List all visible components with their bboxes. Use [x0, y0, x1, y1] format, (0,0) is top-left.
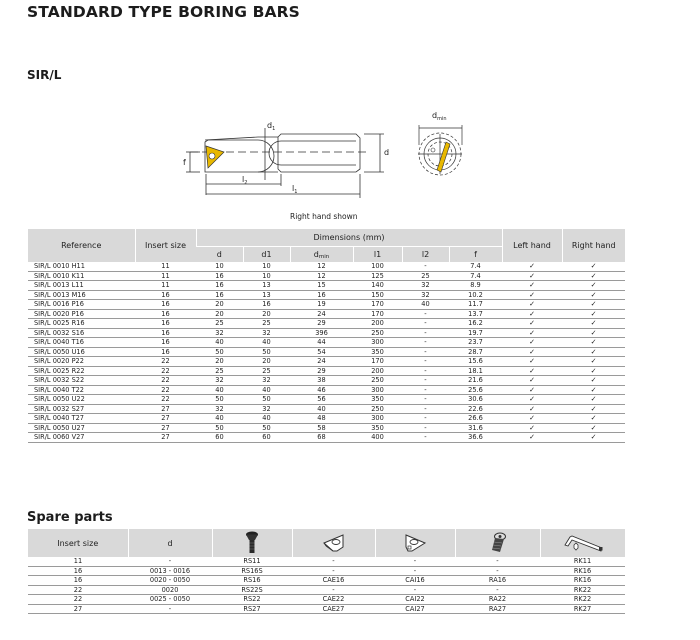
cell-d: 40 [196, 414, 243, 424]
cell-right-hand: ✓ [562, 262, 625, 271]
cell-d: 50 [196, 347, 243, 357]
label-d1: $d_1$ [267, 121, 276, 132]
cell-insert-size: 11 [135, 281, 196, 291]
cell-reference: SIR/L 0040 T27 [28, 414, 135, 424]
cell-d: 40 [196, 385, 243, 395]
cell-l1: 350 [353, 423, 402, 433]
label-l2: $l_2$ [242, 175, 248, 186]
table-row [28, 557, 625, 566]
cell-l1: 170 [353, 357, 402, 367]
table-row [28, 595, 625, 605]
cell-right-hand: ✓ [562, 385, 625, 395]
cell-f: 36.6 [449, 433, 502, 443]
cell-f: 8.9 [449, 281, 502, 291]
cell-reference: SIR/L 0040 T22 [28, 385, 135, 395]
label-f: f [183, 158, 186, 167]
cell-shim-external: - [292, 566, 375, 576]
cell-right-hand: ✓ [562, 395, 625, 405]
cell-d: 20 [196, 309, 243, 319]
cell-shim-internal: - [375, 585, 455, 595]
boring-bars-table [28, 229, 625, 443]
cell-insert-size: 16 [28, 576, 128, 586]
cell-insert-size: 22 [135, 376, 196, 386]
cell-dmin: 396 [290, 328, 353, 338]
spare-parts-table [28, 529, 625, 614]
cell-dmin: 16 [290, 290, 353, 300]
cell-l2: - [402, 309, 449, 319]
cell-l1: 250 [353, 328, 402, 338]
cell-d1: 32 [243, 328, 290, 338]
cell-f: 25.6 [449, 385, 502, 395]
cell-shim-screw: RA27 [455, 604, 540, 614]
cell-key: RK27 [540, 604, 625, 614]
cell-insert-size: 22 [28, 595, 128, 605]
cell-key: RK16 [540, 566, 625, 576]
cell-l1: 140 [353, 281, 402, 291]
header-d: d [196, 247, 243, 263]
cell-l2: - [402, 414, 449, 424]
cell-shim-external: - [292, 585, 375, 595]
cell-dmin: 48 [290, 414, 353, 424]
cell-f: 21.6 [449, 376, 502, 386]
cell-d-range: 0020 - 0050 [128, 576, 212, 586]
cell-f: 7.4 [449, 271, 502, 281]
cell-d: 32 [196, 404, 243, 414]
cell-dmin: 29 [290, 319, 353, 329]
cell-right-hand: ✓ [562, 271, 625, 281]
cell-d: 16 [196, 281, 243, 291]
table-row [28, 423, 625, 433]
cell-insert-size: 16 [135, 328, 196, 338]
shim-internal-icon [402, 533, 428, 553]
cell-left-hand: ✓ [502, 385, 562, 395]
cell-left-hand: ✓ [502, 366, 562, 376]
header-l2: l2 [402, 247, 449, 263]
cell-d: 40 [196, 338, 243, 348]
cell-shim-external: CAE27 [292, 604, 375, 614]
header-dimensions: Dimensions (mm) [196, 229, 502, 247]
cell-l1: 350 [353, 347, 402, 357]
cell-right-hand: ✓ [562, 414, 625, 424]
cell-reference: SIR/L 0020 P22 [28, 357, 135, 367]
cell-l1: 300 [353, 385, 402, 395]
cell-l1: 250 [353, 404, 402, 414]
cell-f: 31.6 [449, 423, 502, 433]
cell-shim-internal: CAI16 [375, 576, 455, 586]
table-row [28, 262, 625, 271]
cell-shim-screw: RA16 [455, 576, 540, 586]
cell-l2: - [402, 338, 449, 348]
cell-shim-internal: - [375, 566, 455, 576]
cell-d1: 50 [243, 395, 290, 405]
cell-d-range: - [128, 604, 212, 614]
page-title: STANDARD TYPE BORING BARS [27, 3, 300, 21]
cell-l1: 100 [353, 262, 402, 271]
cell-d1: 10 [243, 271, 290, 281]
cell-f: 15.6 [449, 357, 502, 367]
cell-f: 16.2 [449, 319, 502, 329]
table-row [28, 376, 625, 386]
cell-d1: 20 [243, 309, 290, 319]
cell-l2: - [402, 319, 449, 329]
cell-reference: SIR/L 0032 S16 [28, 328, 135, 338]
cell-left-hand: ✓ [502, 262, 562, 271]
cell-shim-external: CAE16 [292, 576, 375, 586]
table-row [28, 357, 625, 367]
cell-insert-size: 16 [28, 566, 128, 576]
cell-dmin: 12 [290, 262, 353, 271]
cell-d1: 40 [243, 385, 290, 395]
cell-right-hand: ✓ [562, 423, 625, 433]
header-dmin: $d_{min}$ [290, 247, 353, 263]
cell-f: 22.6 [449, 404, 502, 414]
cell-d1: 10 [243, 262, 290, 271]
header-shim-screw [455, 529, 540, 557]
cell-d1: 32 [243, 376, 290, 386]
cell-l2: - [402, 376, 449, 386]
cell-f: 13.7 [449, 309, 502, 319]
cell-reference: SIR/L 0032 S22 [28, 376, 135, 386]
table-row [28, 604, 625, 614]
cell-d: 20 [196, 300, 243, 310]
cell-l2: 40 [402, 300, 449, 310]
diagram-caption: Right hand shown [290, 212, 358, 221]
cell-reference: SIR/L 0013 L11 [28, 281, 135, 291]
header-left-hand: Left hand [502, 229, 562, 262]
cell-reference: SIR/L 0025 R16 [28, 319, 135, 329]
cell-d: 60 [196, 433, 243, 443]
cell-f: 10.2 [449, 290, 502, 300]
cell-insert-size: 16 [135, 300, 196, 310]
cell-insert-size: 16 [135, 347, 196, 357]
cell-left-hand: ✓ [502, 290, 562, 300]
cell-d1: 50 [243, 423, 290, 433]
cell-right-hand: ✓ [562, 338, 625, 348]
cell-f: 11.7 [449, 300, 502, 310]
cell-dmin: 40 [290, 404, 353, 414]
cell-reference: SIR/L 0020 P16 [28, 309, 135, 319]
cell-insert-size: 22 [135, 395, 196, 405]
cell-screw: RS22 [212, 595, 292, 605]
cell-insert-size: 27 [135, 433, 196, 443]
table-row [28, 585, 625, 595]
cell-right-hand: ✓ [562, 309, 625, 319]
cell-l2: - [402, 347, 449, 357]
header-shim-internal [375, 529, 455, 557]
cell-left-hand: ✓ [502, 347, 562, 357]
header-insert-size: Insert size [135, 229, 196, 262]
cell-d1: 40 [243, 338, 290, 348]
cell-left-hand: ✓ [502, 281, 562, 291]
cell-right-hand: ✓ [562, 357, 625, 367]
cell-left-hand: ✓ [502, 404, 562, 414]
cell-insert-size: 27 [135, 414, 196, 424]
cell-d1: 20 [243, 357, 290, 367]
cell-key: RK22 [540, 585, 625, 595]
table-row [28, 566, 625, 576]
cell-d: 16 [196, 271, 243, 281]
cell-l1: 200 [353, 366, 402, 376]
cell-l2: - [402, 262, 449, 271]
cell-left-hand: ✓ [502, 376, 562, 386]
cell-l2: - [402, 395, 449, 405]
cell-dmin: 44 [290, 338, 353, 348]
cell-reference: SIR/L 0010 K11 [28, 271, 135, 281]
cell-left-hand: ✓ [502, 433, 562, 443]
cell-right-hand: ✓ [562, 404, 625, 414]
table-row [28, 576, 625, 586]
header-shim-external [292, 529, 375, 557]
cell-f: 30.6 [449, 395, 502, 405]
cell-d1: 25 [243, 366, 290, 376]
cell-dmin: 29 [290, 366, 353, 376]
cell-l2: - [402, 404, 449, 414]
cell-left-hand: ✓ [502, 338, 562, 348]
cell-shim-internal: - [375, 557, 455, 566]
cell-shim-screw: - [455, 566, 540, 576]
table-row [28, 271, 625, 281]
cell-dmin: 12 [290, 271, 353, 281]
header-f: f [449, 247, 502, 263]
cell-shim-internal: CAI22 [375, 595, 455, 605]
cell-d: 32 [196, 328, 243, 338]
cell-right-hand: ✓ [562, 290, 625, 300]
cell-d: 16 [196, 290, 243, 300]
cell-l2: - [402, 385, 449, 395]
cell-l1: 300 [353, 338, 402, 348]
label-dmin: $d_{min}$ [432, 111, 447, 122]
cell-d1: 32 [243, 404, 290, 414]
cell-screw: RS27 [212, 604, 292, 614]
cell-reference: SIR/L 0050 U27 [28, 423, 135, 433]
table-row [28, 328, 625, 338]
cell-right-hand: ✓ [562, 376, 625, 386]
cell-dmin: 38 [290, 376, 353, 386]
cell-dmin: 19 [290, 300, 353, 310]
cell-dmin: 54 [290, 347, 353, 357]
cell-right-hand: ✓ [562, 366, 625, 376]
cell-f: 26.6 [449, 414, 502, 424]
cell-shim-external: CAE22 [292, 595, 375, 605]
cell-insert-size: 11 [135, 262, 196, 271]
cell-left-hand: ✓ [502, 271, 562, 281]
shim-screw-icon [489, 532, 507, 554]
bar-shank-outline [278, 134, 360, 172]
cell-key: RK16 [540, 576, 625, 586]
table-row [28, 385, 625, 395]
table-row [28, 395, 625, 405]
cell-reference: SIR/L 0016 P16 [28, 300, 135, 310]
cell-right-hand: ✓ [562, 300, 625, 310]
cell-f: 19.7 [449, 328, 502, 338]
cell-d1: 40 [243, 414, 290, 424]
cell-insert-size: 11 [135, 271, 196, 281]
cell-l1: 170 [353, 300, 402, 310]
cell-left-hand: ✓ [502, 300, 562, 310]
cell-left-hand: ✓ [502, 357, 562, 367]
cell-right-hand: ✓ [562, 328, 625, 338]
cell-l2: - [402, 423, 449, 433]
spare-parts-title: Spare parts [27, 510, 113, 525]
cell-l2: - [402, 433, 449, 443]
table-row [28, 281, 625, 291]
cell-left-hand: ✓ [502, 423, 562, 433]
cell-l2: 25 [402, 271, 449, 281]
cell-left-hand: ✓ [502, 319, 562, 329]
cell-key: RK11 [540, 557, 625, 566]
cell-shim-external: - [292, 557, 375, 566]
cell-l2: 32 [402, 290, 449, 300]
cell-reference: SIR/L 0050 U22 [28, 395, 135, 405]
header-d1: d1 [243, 247, 290, 263]
cell-left-hand: ✓ [502, 414, 562, 424]
cell-reference: SIR/L 0060 V27 [28, 433, 135, 443]
cell-d1: 60 [243, 433, 290, 443]
header-spare-insert-size: Insert size [28, 529, 128, 557]
cell-d-range: 0025 - 0050 [128, 595, 212, 605]
cell-insert-size: 22 [28, 585, 128, 595]
cell-l1: 150 [353, 290, 402, 300]
cell-shim-screw: RA22 [455, 595, 540, 605]
cell-left-hand: ✓ [502, 395, 562, 405]
cell-dmin: 24 [290, 309, 353, 319]
cell-shim-screw: - [455, 585, 540, 595]
table-row [28, 347, 625, 357]
cell-shim-internal: CAI27 [375, 604, 455, 614]
cell-d1: 16 [243, 300, 290, 310]
cell-reference: SIR/L 0013 M16 [28, 290, 135, 300]
header-torx-key [540, 529, 625, 557]
cell-screw: RS22S [212, 585, 292, 595]
table-row [28, 319, 625, 329]
cell-d: 20 [196, 357, 243, 367]
cell-screw: RS16 [212, 576, 292, 586]
cell-dmin: 46 [290, 385, 353, 395]
cell-right-hand: ✓ [562, 281, 625, 291]
cell-insert-size: 11 [28, 557, 128, 566]
cell-insert-size: 16 [135, 309, 196, 319]
label-l1: $l_1$ [292, 184, 298, 195]
boring-bar-diagram [150, 100, 480, 230]
cell-d1: 13 [243, 281, 290, 291]
cell-d: 25 [196, 366, 243, 376]
table-row [28, 414, 625, 424]
cell-left-hand: ✓ [502, 309, 562, 319]
cell-insert-size: 22 [135, 357, 196, 367]
header-right-hand: Right hand [562, 229, 625, 262]
table-row [28, 433, 625, 443]
cell-d1: 25 [243, 319, 290, 329]
cell-dmin: 68 [290, 433, 353, 443]
cell-f: 7.4 [449, 262, 502, 271]
cell-d: 50 [196, 395, 243, 405]
cell-insert-size: 16 [135, 319, 196, 329]
section-title: SIR/L [27, 68, 62, 82]
cell-d: 10 [196, 262, 243, 271]
cell-l1: 200 [353, 319, 402, 329]
table-row [28, 338, 625, 348]
cell-d-range: 0013 - 0016 [128, 566, 212, 576]
cell-l1: 125 [353, 271, 402, 281]
cell-d-range: 0020 [128, 585, 212, 595]
cell-insert-size: 16 [135, 338, 196, 348]
label-d: d [384, 148, 390, 157]
cell-l2: - [402, 357, 449, 367]
header-reference: Reference [28, 229, 135, 262]
cell-d1: 50 [243, 347, 290, 357]
cell-insert-size: 27 [135, 404, 196, 414]
table-row [28, 300, 625, 310]
cell-screw: RS16S [212, 566, 292, 576]
cell-dmin: 58 [290, 423, 353, 433]
cell-l1: 300 [353, 414, 402, 424]
cell-f: 18.1 [449, 366, 502, 376]
cell-reference: SIR/L 0032 S27 [28, 404, 135, 414]
cell-l2: - [402, 366, 449, 376]
cell-right-hand: ✓ [562, 433, 625, 443]
cell-l2: - [402, 328, 449, 338]
cell-insert-size: 16 [135, 290, 196, 300]
table-row [28, 366, 625, 376]
cell-screw: RS11 [212, 557, 292, 566]
cell-d-range: - [128, 557, 212, 566]
cell-reference: SIR/L 0040 T16 [28, 338, 135, 348]
cell-right-hand: ✓ [562, 347, 625, 357]
cell-d: 50 [196, 423, 243, 433]
table-row [28, 404, 625, 414]
cell-d: 25 [196, 319, 243, 329]
cell-l1: 250 [353, 376, 402, 386]
cell-l1: 400 [353, 433, 402, 443]
cell-insert-size: 22 [135, 385, 196, 395]
screw-icon [245, 531, 259, 555]
cell-shim-screw: - [455, 557, 540, 566]
cell-dmin: 24 [290, 357, 353, 367]
header-l1: l1 [353, 247, 402, 263]
cell-right-hand: ✓ [562, 319, 625, 329]
cell-l2: 32 [402, 281, 449, 291]
cell-l1: 350 [353, 395, 402, 405]
cell-f: 28.7 [449, 347, 502, 357]
torx-key-icon [561, 533, 605, 553]
cell-f: 23.7 [449, 338, 502, 348]
cell-insert-size: 27 [135, 423, 196, 433]
cell-reference: SIR/L 0050 U16 [28, 347, 135, 357]
cell-d1: 13 [243, 290, 290, 300]
cell-reference: SIR/L 0010 H11 [28, 262, 135, 271]
cell-key: RK22 [540, 595, 625, 605]
cell-insert-size: 27 [28, 604, 128, 614]
cell-dmin: 15 [290, 281, 353, 291]
cell-insert-size: 22 [135, 366, 196, 376]
cell-reference: SIR/L 0025 R22 [28, 366, 135, 376]
cell-d: 32 [196, 376, 243, 386]
cell-l1: 170 [353, 309, 402, 319]
shim-external-icon [321, 533, 347, 553]
header-spare-d: d [128, 529, 212, 557]
cell-dmin: 56 [290, 395, 353, 405]
table-row [28, 290, 625, 300]
cell-left-hand: ✓ [502, 328, 562, 338]
header-screw [212, 529, 292, 557]
table-row [28, 309, 625, 319]
